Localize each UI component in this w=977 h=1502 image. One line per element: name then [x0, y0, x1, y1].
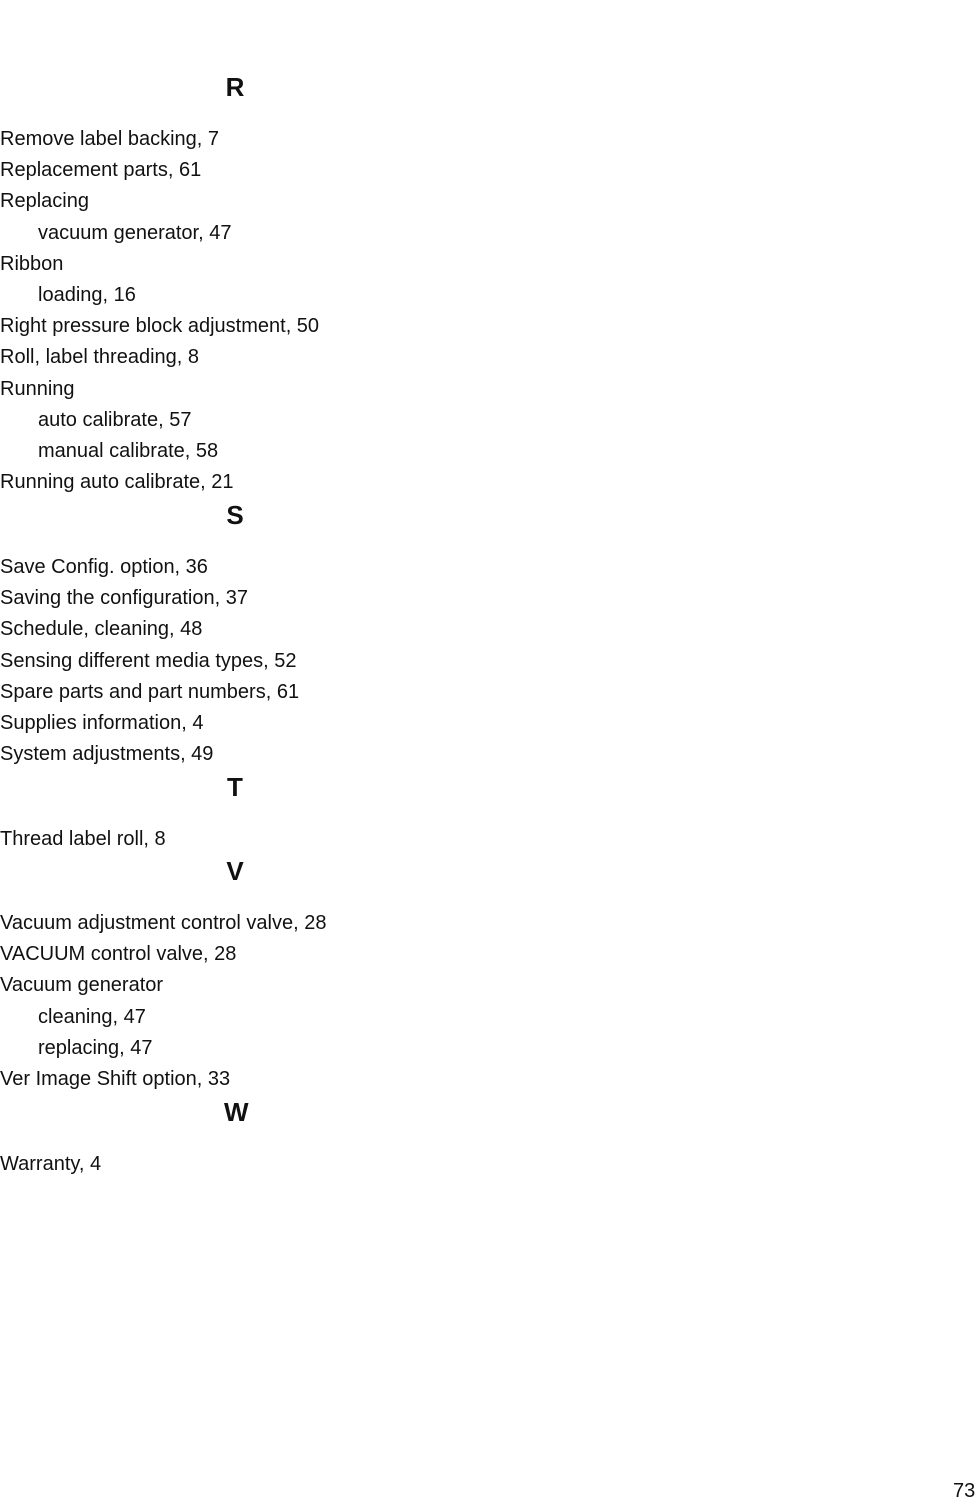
index-entry: Remove label backing, 7: [0, 128, 220, 150]
section-letter: V: [226, 856, 244, 886]
section-letter: W: [224, 1097, 249, 1127]
index-entry: Ribbon: [0, 252, 64, 275]
index-entry-list: [0, 1149, 700, 1180]
index-entry-list: [0, 552, 700, 770]
index-subentry: replacing, 47: [38, 1036, 153, 1059]
section-letter: R: [225, 72, 245, 102]
index-entry: Schedule, cleaning, 48: [0, 618, 203, 641]
index-entry: Running: [0, 377, 75, 400]
index-entry: Roll, label threading, 8: [0, 346, 200, 369]
index-entry: Ver Image Shift option, 33: [0, 1067, 231, 1090]
index-entry-list: [0, 824, 700, 855]
index-entry: Sensing different media types, 52: [0, 649, 297, 672]
index-entry: Replacing: [0, 190, 89, 213]
index-entry: Saving the configuration, 37: [0, 587, 248, 610]
index-entry: Vacuum adjustment control valve, 28: [0, 912, 327, 934]
page-number: 73: [953, 1480, 976, 1502]
index-entry: Save Config. option, 36: [0, 556, 208, 578]
index-entry: Running auto calibrate, 21: [0, 471, 234, 494]
index-subentry: manual calibrate, 58: [38, 439, 219, 462]
index-entry: Warranty, 4: [0, 1153, 102, 1175]
index-subentry: auto calibrate, 57: [38, 408, 192, 431]
index-entry: Right pressure block adjustment, 50: [0, 315, 320, 338]
index-entry-list: [0, 908, 700, 1095]
index-entry: VACUUM control valve, 28: [0, 943, 237, 966]
section-letter: S: [226, 500, 244, 530]
index-entry: Supplies information, 4: [0, 711, 204, 734]
index-entry: Spare parts and part numbers, 61: [0, 680, 300, 703]
index-entry: Thread label roll, 8: [0, 828, 166, 850]
index-entry: Vacuum generator: [0, 974, 164, 997]
index-subentry: cleaning, 47: [38, 1005, 146, 1028]
section-letter: T: [227, 772, 243, 802]
index-entry-list: [0, 124, 700, 498]
index-entry: Replacement parts, 61: [0, 159, 202, 182]
index-subentry: loading, 16: [38, 283, 136, 306]
index-subentry: vacuum generator, 47: [38, 221, 232, 244]
index-entry: System adjustments, 49: [0, 743, 214, 766]
